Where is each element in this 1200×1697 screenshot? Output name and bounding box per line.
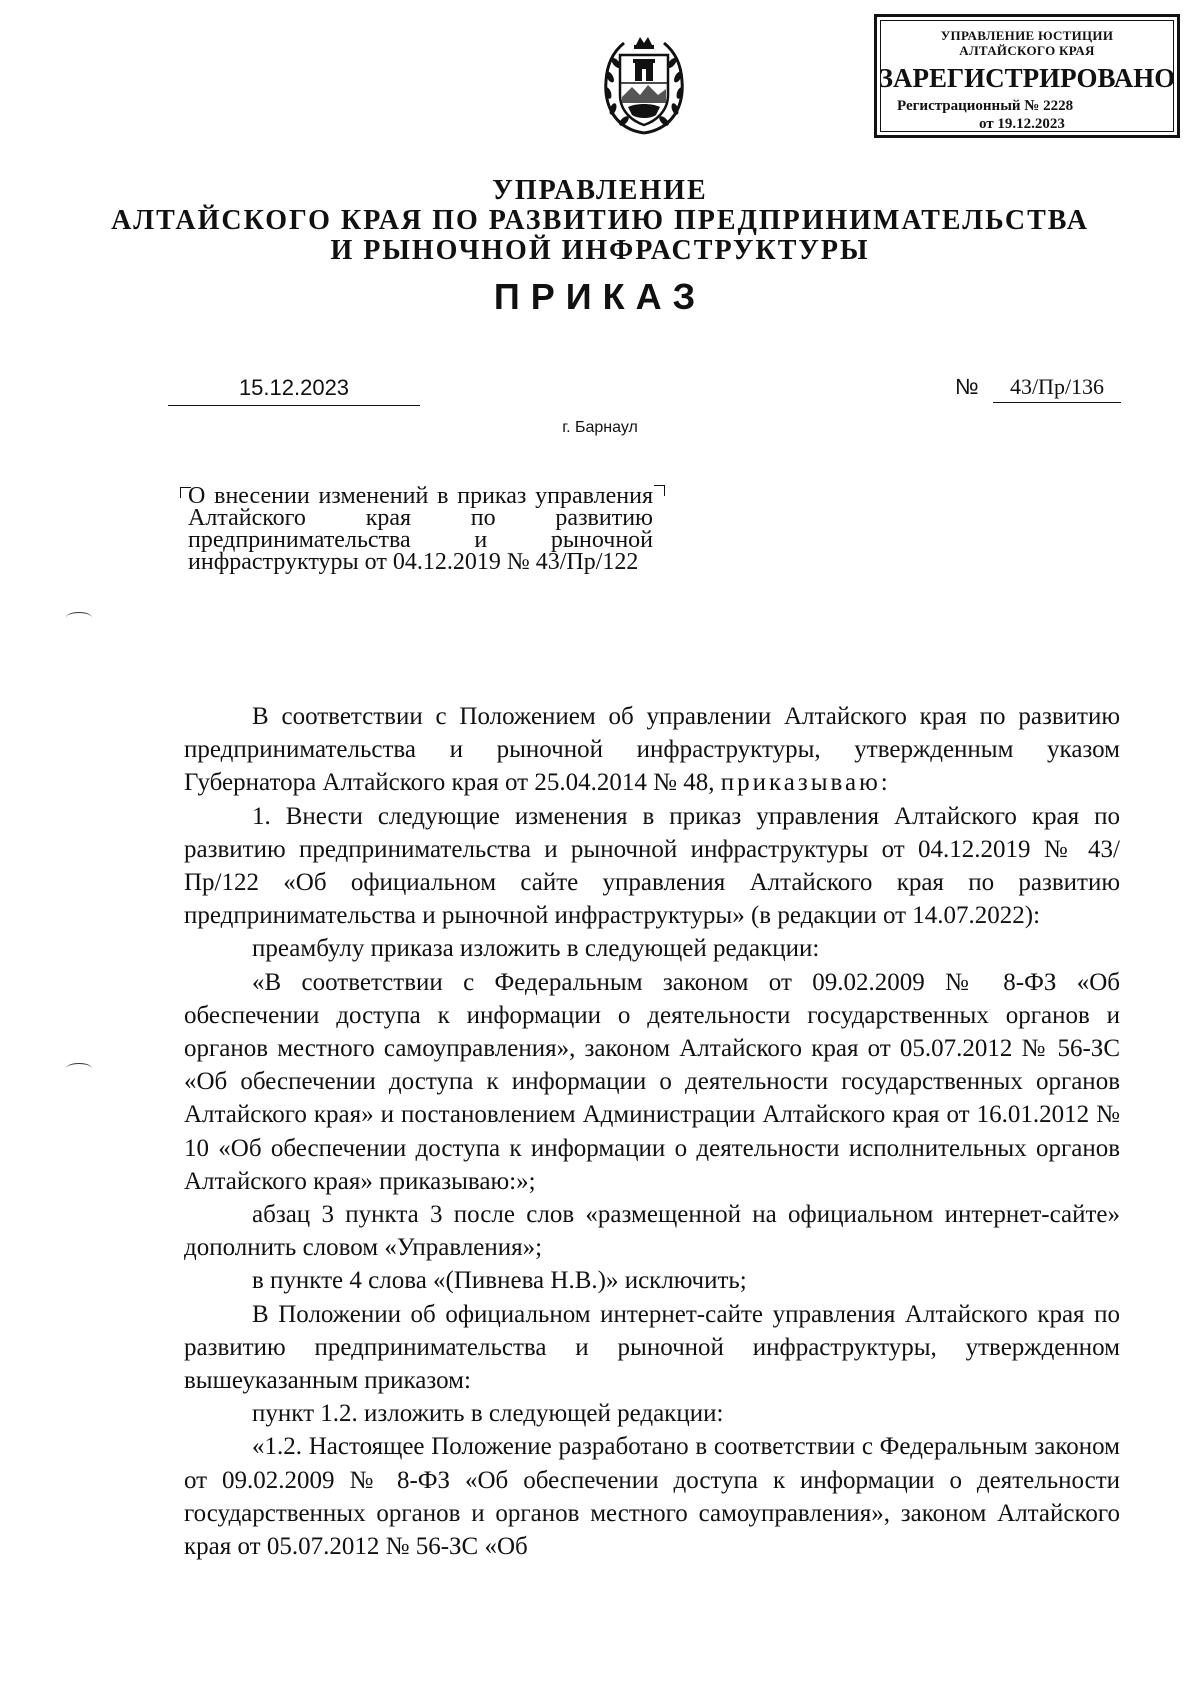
operative-verb: приказываю: bbox=[720, 769, 891, 797]
body-paragraph: «В соответствии с Федеральным законом от 09.02.2009 № 8-ФЗ «Об обеспечении доступа к информации о деятельности государственных органов и органов местного самоуправления», законом Алтайского края от 05.07.2012 № 56-ЗС «Об обеспечении доступа к информации о деятельности государственных органов Алтайского края» и постановлением Администрации Алтайского края от 16.01.2012 № 10 «Об обеспечении доступа к информации о деятельности исполнительных органов Алтайского края» приказываю:»; bbox=[184, 968, 1120, 1195]
order-date: 15.12.2023 bbox=[168, 370, 420, 406]
body-paragraph: абзац 3 пункта 3 после слов «размещенной на официальном интернет-сайте» дополнить словом «Управления»; bbox=[184, 1201, 1120, 1262]
stamp-status: ЗАРЕГИСТРИРОВАНО bbox=[878, 63, 1176, 93]
margin-mark bbox=[66, 612, 92, 623]
city-label: г. Барнаул bbox=[562, 419, 638, 436]
stamp-reg-date: от 19.12.2023 bbox=[979, 116, 1065, 132]
agency-header-line3: И РЫНОЧНОЙ ИНФРАСТРУКТУРЫ bbox=[330, 235, 870, 266]
order-body bbox=[184, 700, 1120, 1563]
margin-mark bbox=[66, 1063, 92, 1074]
agency-header-line2: АЛТАЙСКОГО КРАЯ ПО РАЗВИТИЮ ПРЕДПРИНИМАТЕЛЬСТВА bbox=[111, 205, 1089, 236]
stamp-authority-line1: УПРАВЛЕНИЕ ЮСТИЦИИ bbox=[940, 28, 1114, 43]
body-paragraph: «1.2. Настоящее Положение разработано в соответствии с Федеральным законом от 09.02.2009 № 8-ФЗ «Об обеспечении доступа к информации о деятельности государственных органов и органов местного самоуправления», законом Алтайского края от 05.07.2012 № 56-ЗС «Об bbox=[184, 1433, 1120, 1561]
document-type-title: ПРИКАЗ bbox=[493, 276, 707, 317]
order-number: 43/Пр/136 bbox=[993, 372, 1121, 403]
stamp-authority-line2: АЛТАЙСКОГО КРАЯ bbox=[959, 43, 1095, 58]
body-paragraph: преамбулу приказа изложить в следующей редакции: bbox=[252, 935, 820, 963]
paragraph-text: В соответствии с Положением об управлении Алтайского края по развитию предпринимательства и рыночной инфраструктуры, утвержденным указом Губернатора Алтайского края от 25.04.2014 № 48, bbox=[184, 703, 1120, 797]
body-paragraph bbox=[184, 700, 1120, 800]
body-paragraph: В Положении об официальном интернет-сайте управления Алтайского края по развитию предпринимательства и рыночной инфраструктуры, утвержденном вышеуказанным приказом: bbox=[184, 1300, 1120, 1395]
coat-of-arms-icon bbox=[600, 33, 688, 137]
body-paragraph: 1. Внести следующие изменения в приказ управления Алтайского края по развитию предпринимательства и рыночной инфраструктуры от 04.12.2019 № 43/Пр/122 «Об официальном сайте управления Алтайского края по развитию предпринимательства и рыночной инфраструктуры» (в редакции от 14.07.2022): bbox=[184, 802, 1120, 930]
order-subject: О внесении изменений в приказ управления Алтайского края по развитию предпринимательства и рыночной инфраструктуры от 04.12.2019 № 43/Пр/122 bbox=[188, 483, 653, 575]
subject-bracket-right bbox=[654, 485, 665, 496]
agency-header-line1: УПРАВЛЕНИЕ bbox=[492, 175, 708, 206]
body-paragraph: в пункте 4 слова «(Пивнева Н.В.)» исключить; bbox=[252, 1267, 747, 1295]
registration-stamp bbox=[874, 14, 1180, 138]
order-number-sign: № bbox=[955, 374, 979, 399]
stamp-reg-number: Регистрационный № 2228 bbox=[897, 98, 1074, 114]
body-paragraph: пункт 1.2. изложить в следующей редакции: bbox=[252, 1400, 724, 1428]
